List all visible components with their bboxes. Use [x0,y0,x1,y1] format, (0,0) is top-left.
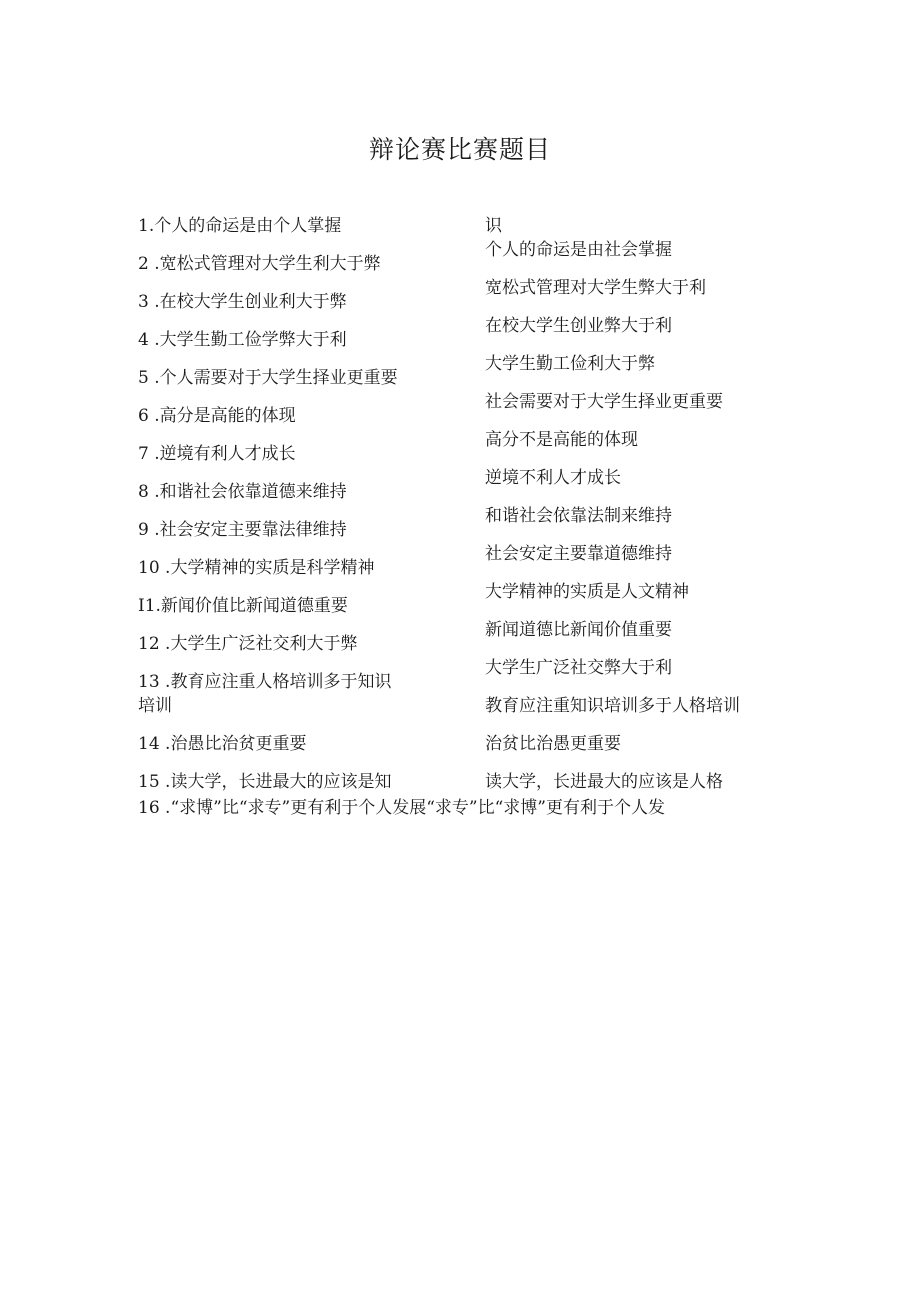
topic-left-3: 3 .在校大学生创业利大于弊 [138,292,347,312]
topic-left-1: 1.个人的命运是由个人掌握 [138,216,342,236]
topic-left-14: 14 .治愚比治贫更重要 [138,734,307,754]
topic-left-8: 8 .和谐社会依靠道德来维持 [138,482,347,502]
topic-right-10: 大学精神的实质是人文精神 [485,582,689,602]
topic-right-3: 在校大学生创业弊大于利 [485,316,672,336]
topic-right-11: 新闻道德比新闻价值重要 [485,620,672,640]
topic-right-5: 社会需要对于大学生择业更重要 [485,392,723,412]
topic-right-2: 宽松式管理对大学生弊大于利 [485,278,706,298]
topic-left-15: 15 .读大学，长进最大的应该是知 [138,772,392,792]
topic-left-10: 10 .大学精神的实质是科学精神 [138,558,375,578]
topic-left-7: 7 .逆境有利人才成长 [138,444,296,464]
topic-right-1: 个人的命运是由社会掌握 [485,240,672,260]
topic-right-13: 教育应注重知识培训多于人格培训 [485,696,740,716]
topic-left-13: 13 .教育应注重人格培训多于知识 [138,672,392,692]
topic-right-4: 大学生勤工俭利大于弊 [485,354,655,374]
topic-left-12: 12 .大学生广泛社交利大于弊 [138,634,358,654]
topic-left-2: 2 .宽松式管理对大学生利大于弊 [138,254,381,274]
topic-left-5: 5 .个人需要对于大学生择业更重要 [138,368,398,388]
topic-left-13-continued: 培训 [138,696,172,716]
topic-right-14: 治贫比治愚更重要 [485,734,621,754]
topic-right-7: 逆境不利人才成长 [485,468,621,488]
topic-left-11: I1.新闻价值比新闻道德重要 [138,596,348,616]
topic-left-4: 4 .大学生勤工俭学弊大于利 [138,330,347,350]
topic-left-9: 9 .社会安定主要靠法律维持 [138,520,347,540]
topic-right-continued: 识 [485,216,502,236]
page-title: 辩论赛比赛题目 [368,135,551,164]
topic-right-6: 高分不是高能的体现 [485,430,638,450]
topic-right-12: 大学生广泛社交弊大于利 [485,658,672,678]
topic-right-8: 和谐社会依靠法制来维持 [485,506,672,526]
topic-right-9: 社会安定主要靠道德维持 [485,544,672,564]
topic-right-15: 读大学，长进最大的应该是人格 [485,772,723,792]
topic-16: 16 .“求博”比“求专”更有利于个人发展“求专”比“求博”更有利于个人发 [138,798,665,818]
topic-left-6: 6 .高分是高能的体现 [138,406,296,426]
